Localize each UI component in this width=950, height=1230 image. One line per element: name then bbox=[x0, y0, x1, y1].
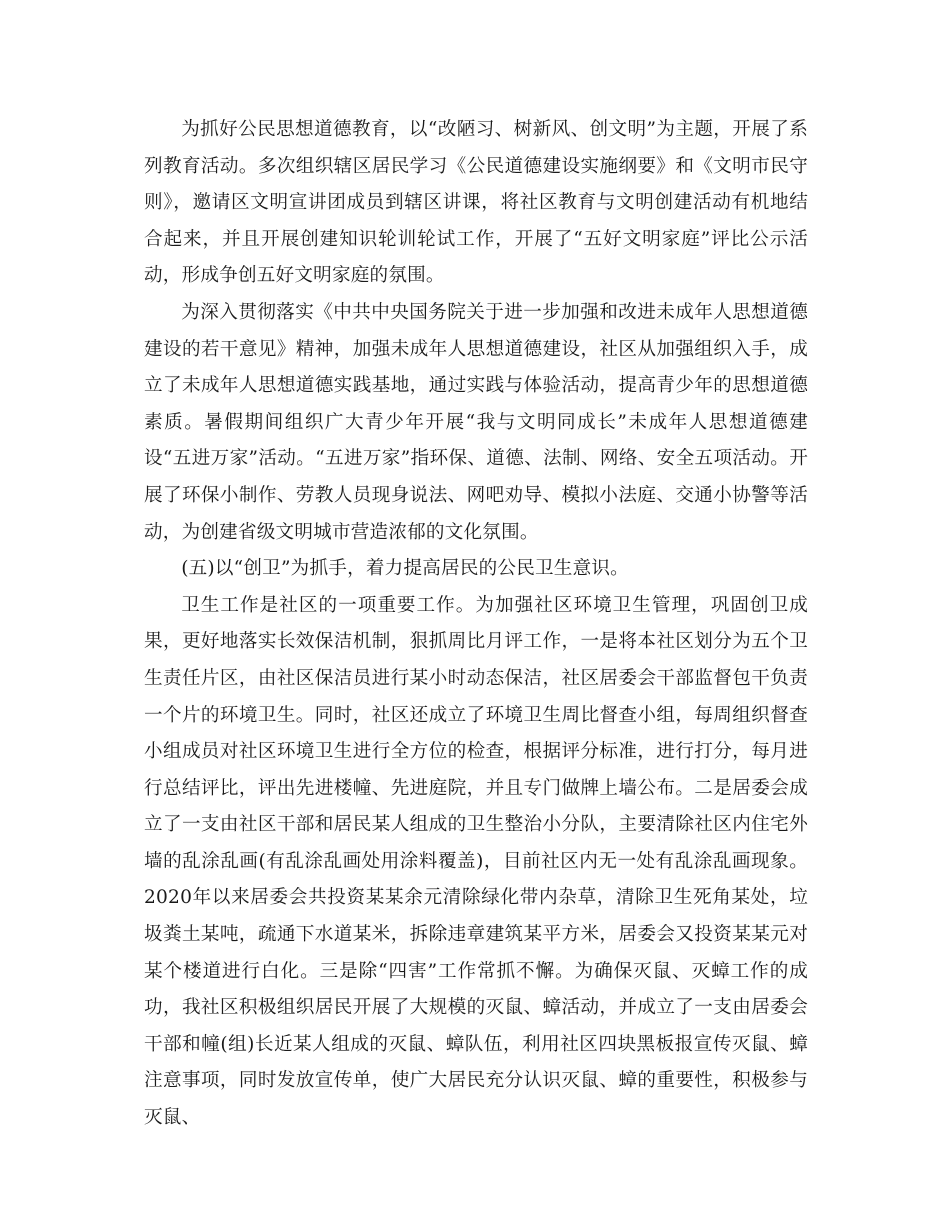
paragraph-minors-moral-building: 为深入贯彻落实《中共中央国务院关于进一步加强和改进未成年人思想道德建设的若干意见》精神，加强未成年人思想道德建设，社区从加强组织入手，成立了未成年人思想道德实践基地，通过实践与体验活动，提高青少年的思想道德素质。暑假期间组织广大青少年开展“我与文明同成长”未成年人思想道德建设“五进万家”活动。“五进万家”指环保、道德、法制、网络、安全五项活动。开展了环保小制作、劳教人员现身说法、网吧劝导、模拟小法庭、交通小协警等活动，为创建省级文明城市营造浓郁的文化氛围。 bbox=[144, 301, 808, 543]
paragraph-hygiene-work: 卫生工作是社区的一项重要工作。为加强社区环境卫生管理，巩固创卫成果，更好地落实长效保洁机制，狠抓周比月评工作，一是将本社区划分为五个卫生责任片区，由社区保洁员进行某小时动态保洁，社区居委会干部监督包干负责一个片的环境卫生。同时，社区还成立了环境卫生周比督查小组，每周组织督查小组成员对社区环境卫生进行全方位的检查，根据评分标准，进行打分，每月进行总结评比，评出先进楼幢、先进庭院，并且专门做牌上墙公布。二是居委会成立了一支由社区干部和居民某人组成的卫生整治小分队，主要清除社区内住宅外墙的乱涂乱画(有乱涂乱画处用涂料覆盖)，目前社区内无一处有乱涂乱画现象。2020年以来居委会共投资某某余元清除绿化带内杂草，清除卫生死角某处，垃圾粪土某吨，疏通下水道某米，拆除违章建筑某平方米，居委会又投资某某元对某个楼道进行白化。三是除“四害”工作常抓不懈。为确保灭鼠、灭蟑工作的成功，我社区积极组织居民开展了大规模的灭鼠、蟑活动，并成立了一支由居委会干部和幢(组)长近某人组成的灭鼠、蟑队伍，利用社区四块黑板报宣传灭鼠、蟑注意事项，同时发放宣传单，使广大居民充分认识灭鼠、蟑的重要性，积极参与灭鼠、 bbox=[144, 594, 808, 1129]
section-heading-hygiene: (五)以“创卫”为抓手，着力提高居民的公民卫生意识。 bbox=[181, 558, 629, 580]
paragraph-moral-education: 为抓好公民思想道德教育，以“改陋习、树新风、创文明”为主题，开展了系列教育活动。多次组织辖区居民学习《公民道德建设实施纲要》和《文明市民守则》，邀请区文明宣讲团成员到辖区讲课，将社区教育与文明创建活动有机地结合起来，并且开展创建知识轮训轮试工作，开展了“五好文明家庭”评比公示活动，形成争创五好文明家庭的氛围。 bbox=[144, 119, 808, 287]
document-body bbox=[144, 112, 808, 1137]
